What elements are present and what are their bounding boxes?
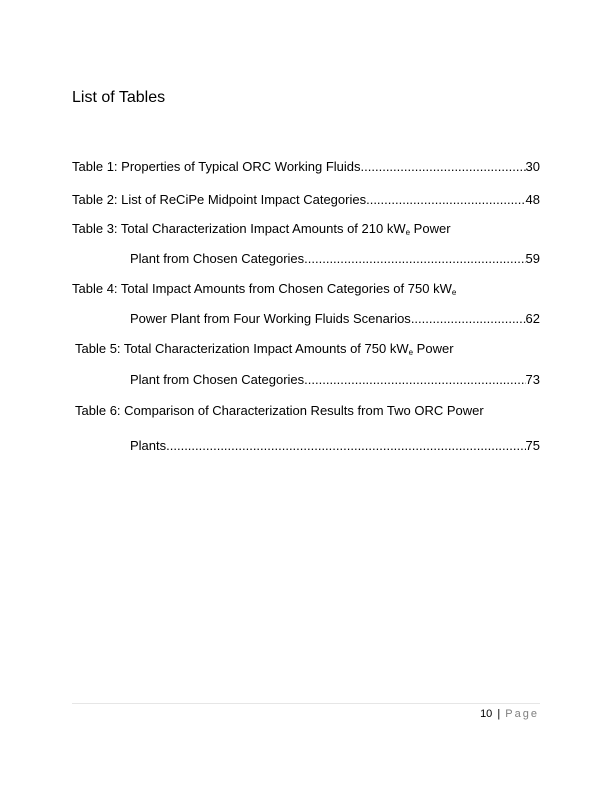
toc-entry-table-3-line-2[interactable] bbox=[130, 251, 540, 267]
toc-entry-table-4-line-2[interactable] bbox=[130, 311, 540, 327]
footer-separator: | bbox=[497, 708, 501, 720]
page-title: List of Tables bbox=[72, 89, 166, 106]
toc-entry-title: Plants bbox=[130, 438, 167, 453]
page-footer bbox=[480, 707, 539, 721]
toc-entry-page: 59 bbox=[525, 251, 540, 266]
toc-entry-page: 75 bbox=[525, 438, 540, 453]
toc-entry-title: Table 3: Total Characterization Impact Amounts of 210 kW bbox=[72, 221, 406, 236]
toc-entry-table-5-line-2[interactable] bbox=[130, 372, 540, 388]
toc-entry-title: Plant from Chosen Categories bbox=[130, 251, 305, 266]
dot-leader bbox=[361, 159, 526, 175]
unit-subscript: e bbox=[451, 288, 457, 297]
toc-entry-title: Power Plant from Four Working Fluids Scenarios bbox=[130, 311, 411, 326]
dot-leader bbox=[411, 311, 526, 327]
toc-entry-table-6-line-2[interactable] bbox=[130, 438, 540, 454]
toc-entry-title: Plant from Chosen Categories bbox=[130, 372, 305, 387]
toc-entry-title-cont: Power bbox=[410, 221, 451, 236]
dot-leader bbox=[304, 251, 525, 267]
toc-entry-page: 62 bbox=[525, 311, 540, 326]
dot-leader bbox=[166, 438, 525, 454]
toc-entry-page: 48 bbox=[525, 192, 540, 207]
page-label: Page bbox=[505, 708, 539, 720]
toc-entry-title: Table 2: List of ReCiPe Midpoint Impact Categories bbox=[72, 192, 367, 207]
dot-leader bbox=[304, 372, 525, 388]
footer-divider bbox=[72, 703, 540, 704]
toc-entry-title: Table 1: Properties of Typical ORC Working Fluids bbox=[72, 159, 361, 174]
toc-entry-title: Table 4: Total Impact Amounts from Chosen Categories of 750 kW bbox=[72, 281, 452, 296]
unit-subscript: e bbox=[405, 228, 411, 237]
toc-entry-title-cont: Power bbox=[413, 341, 454, 356]
page-number: 10 bbox=[480, 708, 493, 720]
toc-entry-table-1[interactable] bbox=[72, 159, 540, 175]
toc-entry-table-6-line-1[interactable] bbox=[75, 403, 484, 419]
toc-entry-page: 30 bbox=[525, 159, 540, 174]
toc-entry-table-3-line-1[interactable] bbox=[72, 221, 451, 237]
toc-entry-table-4-line-1[interactable] bbox=[72, 281, 456, 297]
toc-entry-table-5-line-1[interactable] bbox=[75, 341, 454, 357]
dot-leader bbox=[366, 192, 525, 208]
toc-entry-title: Table 5: Total Characterization Impact Amounts of 750 kW bbox=[75, 341, 409, 356]
unit-subscript: e bbox=[408, 348, 414, 357]
toc-entry-page: 73 bbox=[525, 372, 540, 387]
toc-entry-title: Table 6: Comparison of Characterization Results from Two ORC Power bbox=[75, 403, 484, 418]
toc-entry-table-2[interactable] bbox=[72, 192, 540, 208]
